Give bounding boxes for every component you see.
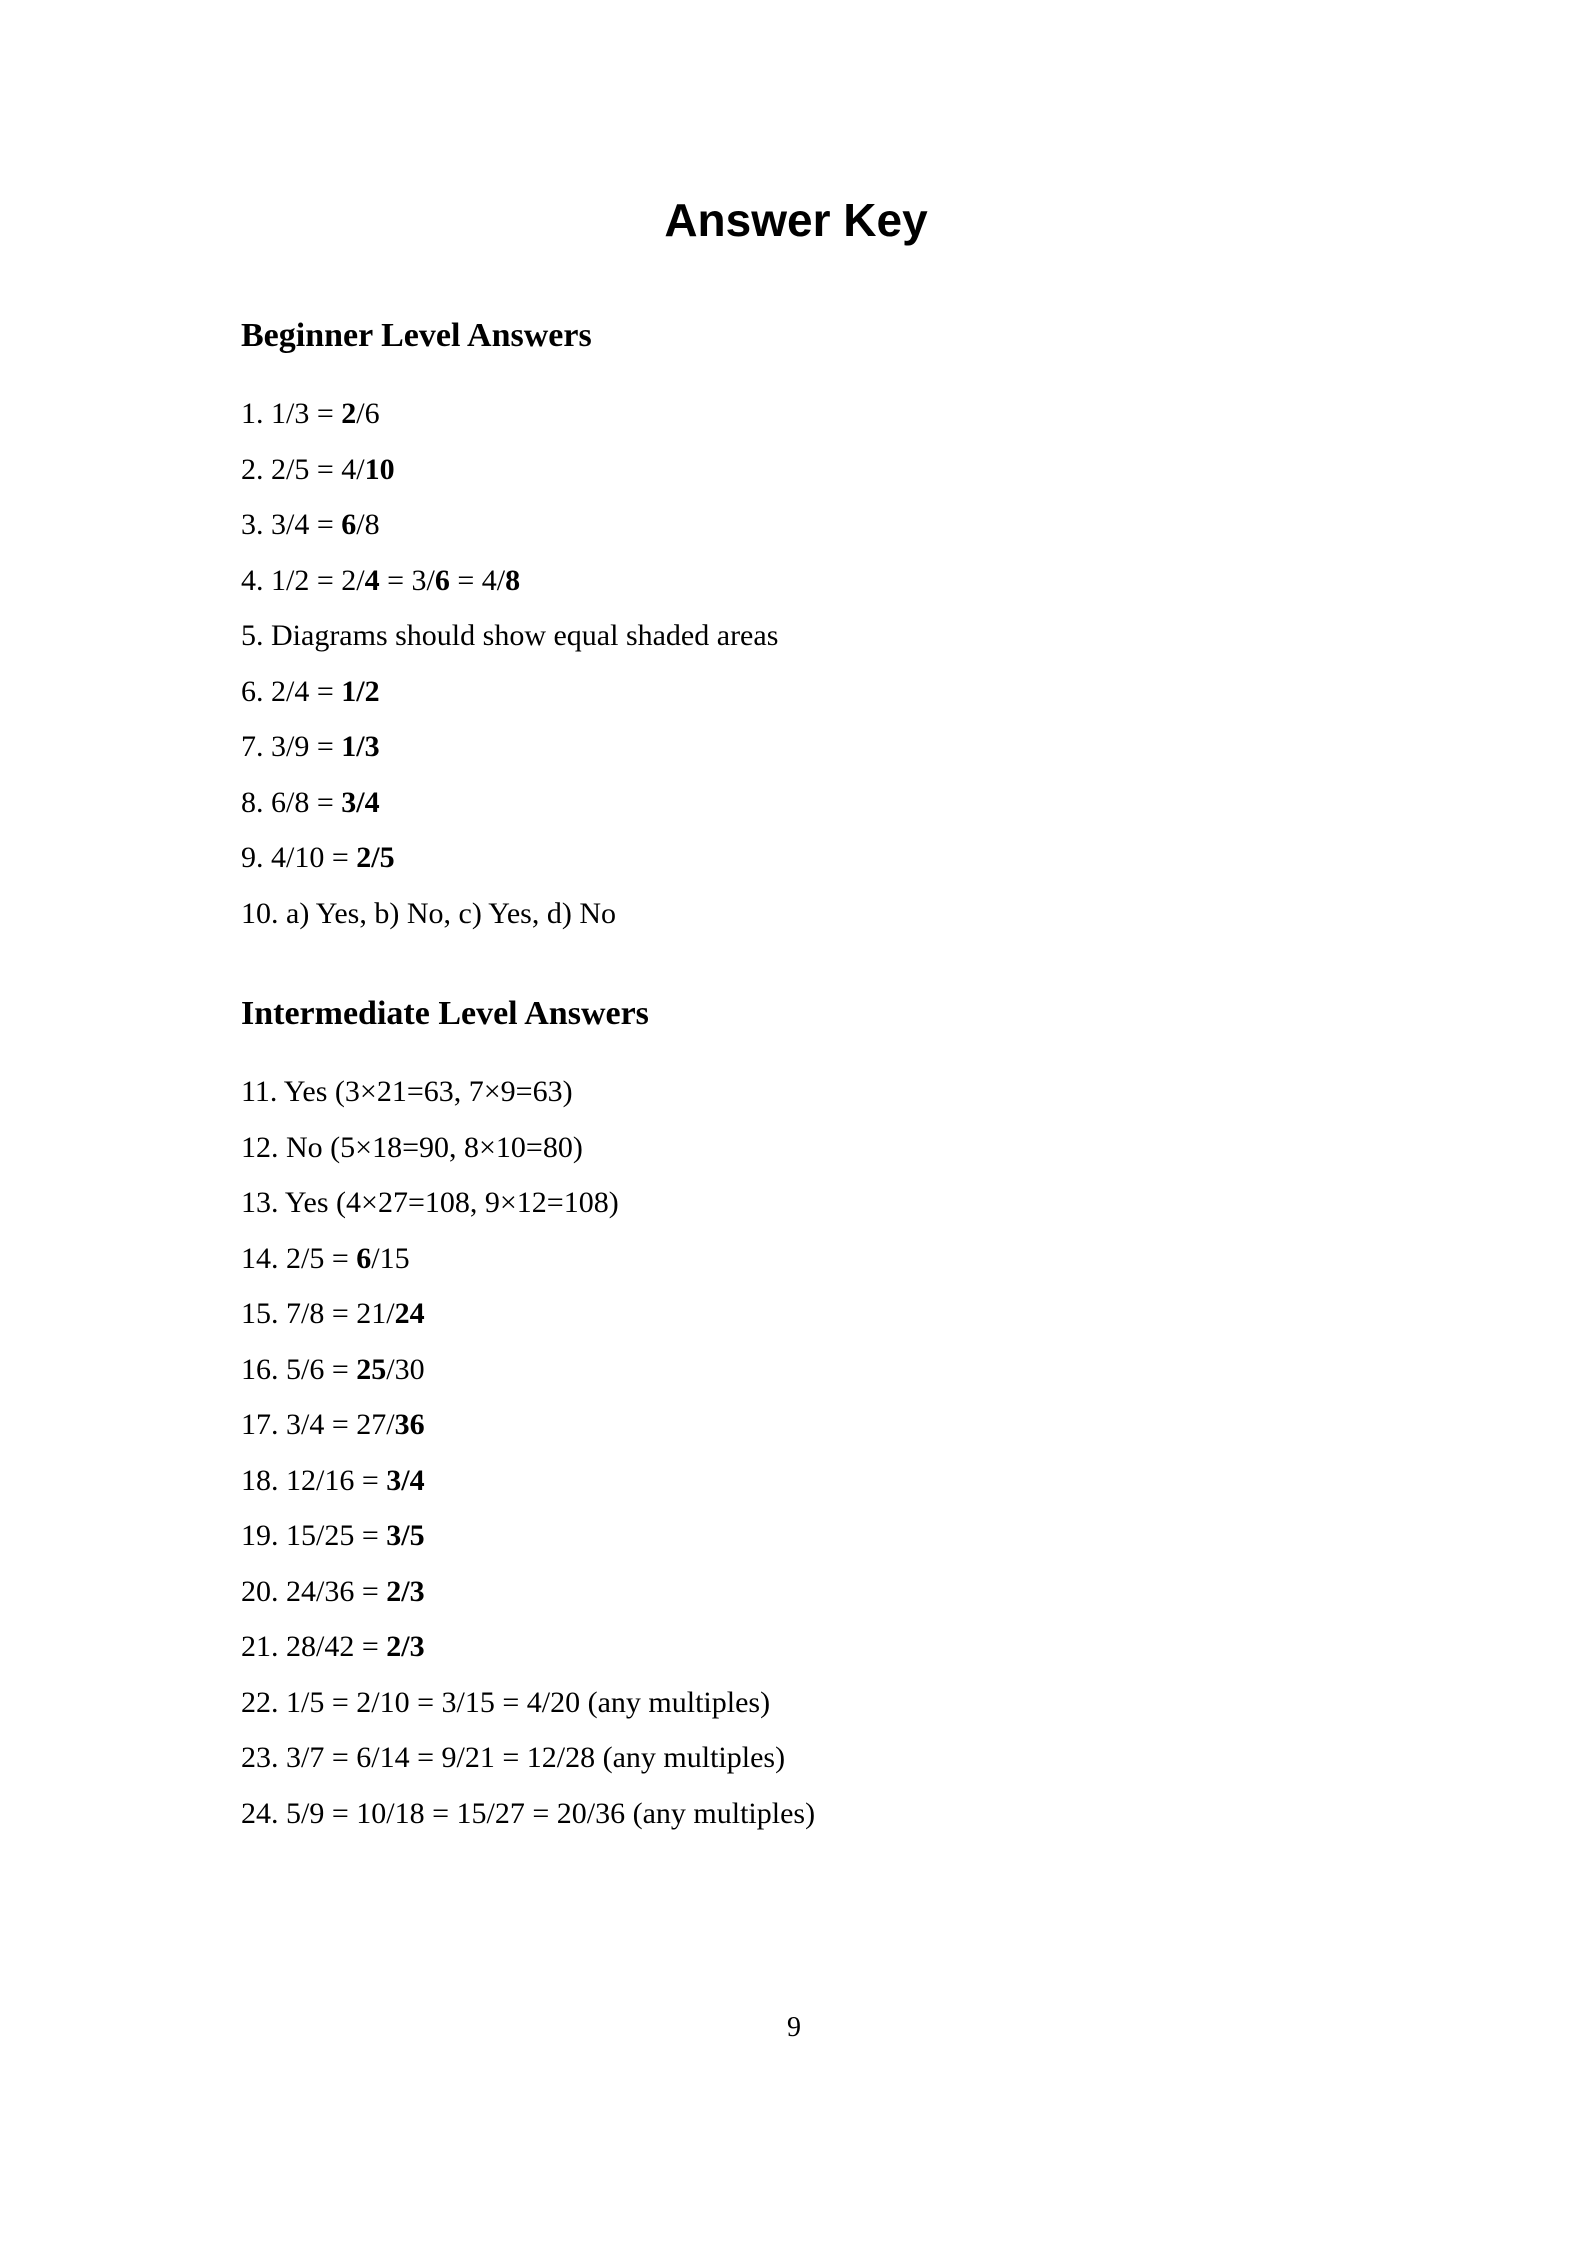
answer-value-bold: 4 — [364, 563, 380, 597]
page-title: Answer Key — [664, 194, 928, 246]
answer-text: 21. 28/42 = — [241, 1630, 387, 1663]
answer-value-bold: 24 — [394, 1297, 425, 1330]
answer-item — [241, 894, 778, 950]
answer-value-bold: 6 — [356, 1241, 372, 1275]
answer-text: 4. 1/2 = 2/ — [241, 563, 365, 597]
answer-text: 7. 3/9 = — [241, 730, 342, 763]
answer-value-bold: 3/4 — [341, 785, 380, 819]
answer-item — [241, 1072, 815, 1128]
answer-value-bold: 6 — [341, 508, 357, 541]
answer-value-bold: 3/4 — [386, 1463, 425, 1497]
answer-value-bold: 2/3 — [386, 1574, 425, 1608]
answer-item — [241, 1128, 815, 1184]
answer-value-bold: 25 — [356, 1352, 387, 1386]
answer-item — [241, 1294, 815, 1350]
answer-value-bold: 2 — [341, 397, 357, 430]
answer-value-bold: 1/3 — [341, 730, 380, 763]
section-heading: Beginner Level Answers — [241, 317, 592, 354]
answer-text: 2. 2/5 = 4/ — [241, 452, 365, 486]
answer-item — [241, 561, 778, 617]
answer-value-bold: 6 — [434, 563, 450, 597]
answer-text: 20. 24/36 = — [241, 1574, 387, 1608]
answer-item — [241, 727, 778, 783]
answer-item — [241, 1350, 815, 1406]
answer-item — [241, 1627, 815, 1683]
answer-text: /30 — [386, 1352, 425, 1386]
answer-item — [241, 1516, 815, 1572]
answer-text: 17. 3/4 = 27/ — [241, 1408, 395, 1441]
section-heading: Intermediate Level Answers — [241, 995, 649, 1032]
answer-text: 19. 15/25 = — [241, 1519, 387, 1552]
answer-text: 14. 2/5 = — [241, 1241, 357, 1275]
answer-text: 18. 12/16 = — [241, 1463, 387, 1497]
section-beginner — [241, 316, 778, 949]
answer-item — [241, 450, 778, 506]
answer-value-bold: 8 — [505, 563, 521, 597]
answer-text: 22. 1/5 = 2/10 = 3/15 = 4/20 (any multiples) — [241, 1685, 771, 1719]
answer-text: 3. 3/4 = — [241, 508, 342, 541]
answer-text: = 3/ — [379, 563, 435, 597]
answer-text: /15 — [371, 1241, 410, 1275]
page-number: 9 — [787, 2012, 801, 2043]
answer-text: 8. 6/8 = — [241, 785, 342, 819]
answer-text: /8 — [356, 508, 380, 541]
answer-item — [241, 1461, 815, 1517]
answer-text: 15. 7/8 = 21/ — [241, 1297, 395, 1330]
answer-text: 12. No (5×18=90, 8×10=80) — [241, 1130, 583, 1164]
answer-item — [241, 783, 778, 839]
answer-item — [241, 838, 778, 894]
answer-text: 16. 5/6 = — [241, 1352, 357, 1386]
answer-list — [241, 1072, 815, 1849]
answer-text: 9. 4/10 = — [241, 841, 357, 874]
answer-list — [241, 394, 778, 949]
answer-text: 1. 1/3 = — [241, 397, 342, 430]
section-intermediate — [241, 994, 815, 1849]
answer-value-bold: 36 — [394, 1408, 425, 1441]
answer-value-bold: 2/3 — [386, 1630, 425, 1663]
answer-item — [241, 1183, 815, 1239]
answer-value-bold: 10 — [364, 452, 395, 486]
answer-item — [241, 1239, 815, 1295]
answer-item — [241, 1405, 815, 1461]
answer-text: 11. Yes (3×21=63, 7×9=63) — [241, 1075, 573, 1108]
answer-value-bold: 3/5 — [386, 1519, 425, 1552]
answer-text: /6 — [356, 397, 380, 430]
answer-text: = 4/ — [449, 563, 506, 597]
answer-item — [241, 1683, 815, 1739]
answer-text: 10. a) Yes, b) No, c) Yes, d) No — [241, 896, 616, 930]
answer-item — [241, 1738, 815, 1794]
answer-value-bold: 1/2 — [341, 674, 380, 708]
answer-item — [241, 1572, 815, 1628]
answer-text: 6. 2/4 = — [241, 674, 342, 708]
answer-text: 5. Diagrams should show equal shaded areas — [241, 619, 779, 652]
answer-item — [241, 394, 778, 450]
answer-text: 13. Yes (4×27=108, 9×12=108) — [241, 1186, 619, 1219]
answer-item — [241, 1794, 815, 1850]
answer-value-bold: 2/5 — [356, 841, 395, 874]
answer-text: 24. 5/9 = 10/18 = 15/27 = 20/36 (any multiples) — [241, 1796, 816, 1830]
answer-item — [241, 505, 778, 561]
answer-item — [241, 672, 778, 728]
answer-item — [241, 616, 778, 672]
answer-text: 23. 3/7 = 6/14 = 9/21 = 12/28 (any multiples) — [241, 1741, 786, 1774]
